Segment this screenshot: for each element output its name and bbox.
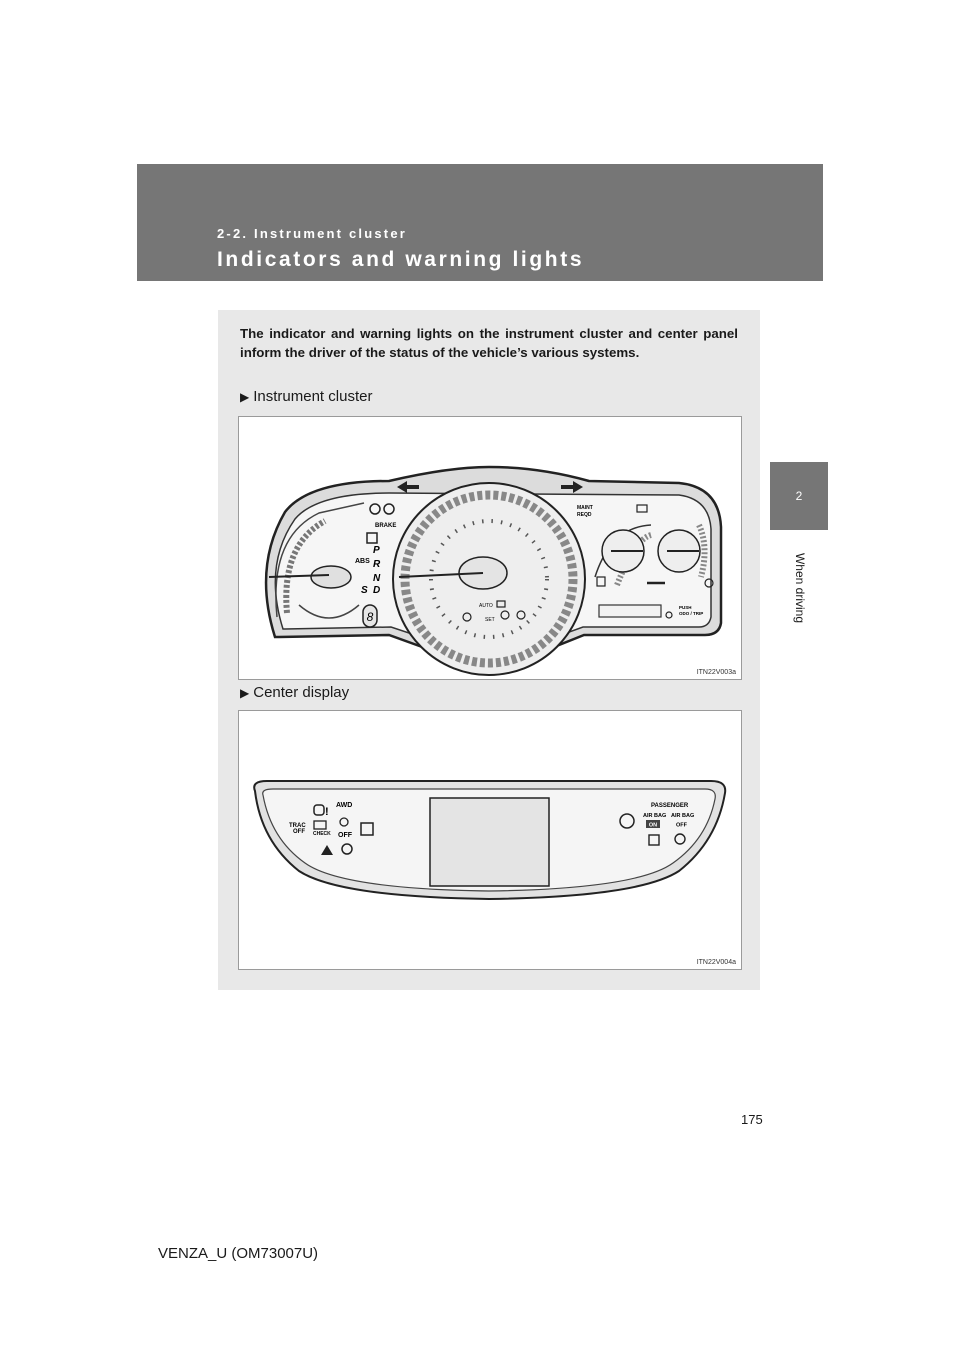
maint-reqd-line2: REQD xyxy=(577,512,592,518)
trac-label: TRAC xyxy=(289,823,306,829)
center-screen xyxy=(430,798,549,886)
gear-p: P xyxy=(373,545,380,556)
air-bag-off-title: AIR BAG xyxy=(671,813,695,819)
instrument-cluster-heading-text: Instrument cluster xyxy=(253,388,373,405)
center-display-figure xyxy=(238,710,742,970)
passenger-label: PASSENGER xyxy=(651,803,689,809)
figure-code: ITN22V003a xyxy=(696,669,736,676)
instrument-cluster-illustration xyxy=(239,417,741,679)
gear-s: S xyxy=(361,585,368,596)
exclamation-icon: ! xyxy=(325,806,329,818)
gear-r: R xyxy=(373,559,381,570)
bullet-arrow-icon: ▶ xyxy=(240,686,250,700)
figure-code: ITN22V004a xyxy=(696,959,736,966)
maint-reqd-line1: MAINT xyxy=(577,505,593,511)
bullet-arrow-icon: ▶ xyxy=(240,390,250,404)
center-display-heading-text: Center display xyxy=(253,684,350,701)
air-bag-on-title: AIR BAG xyxy=(643,813,667,819)
page-number: 175 xyxy=(741,1112,763,1127)
chapter-title: When driving xyxy=(793,552,807,624)
awd-label: AWD xyxy=(336,802,353,809)
page-title: Indicators and warning lights xyxy=(217,248,585,271)
air-bag-off-label: OFF xyxy=(676,822,687,829)
gear-number-display: 8 xyxy=(366,610,374,624)
gear-d: D xyxy=(373,585,381,596)
check-label: CHECK xyxy=(313,831,331,837)
document-id: VENZA_U (OM73007U) xyxy=(158,1245,319,1262)
instrument-cluster-figure xyxy=(238,416,742,680)
section-label: 2-2. Instrument cluster xyxy=(217,226,408,241)
section-header xyxy=(137,164,823,281)
push-label-line2: ODO / TRIP xyxy=(679,611,704,616)
center-display-illustration xyxy=(239,711,741,969)
content-panel xyxy=(218,310,760,990)
instrument-cluster-heading xyxy=(240,388,372,406)
trac-off-label: OFF xyxy=(293,829,305,835)
intro-paragraph: The indicator and warning lights on the instrument cluster and center panel inform the driver of the status of the vehicle’s various systems. xyxy=(240,326,738,360)
abs-label: ABS xyxy=(355,558,370,565)
odometer-display xyxy=(599,605,661,617)
auto-label: AUTO xyxy=(479,603,493,609)
set-label: SET xyxy=(485,617,495,623)
vsc-off-label: OFF xyxy=(338,832,352,839)
gear-n: N xyxy=(373,573,381,584)
chapter-tab xyxy=(770,462,828,530)
air-bag-on-label: ON xyxy=(648,822,658,829)
center-display-heading xyxy=(240,684,349,702)
brake-label: BRAKE xyxy=(375,523,397,529)
chapter-number: 2 xyxy=(795,489,803,503)
push-label-line1: PUSH xyxy=(679,605,692,610)
